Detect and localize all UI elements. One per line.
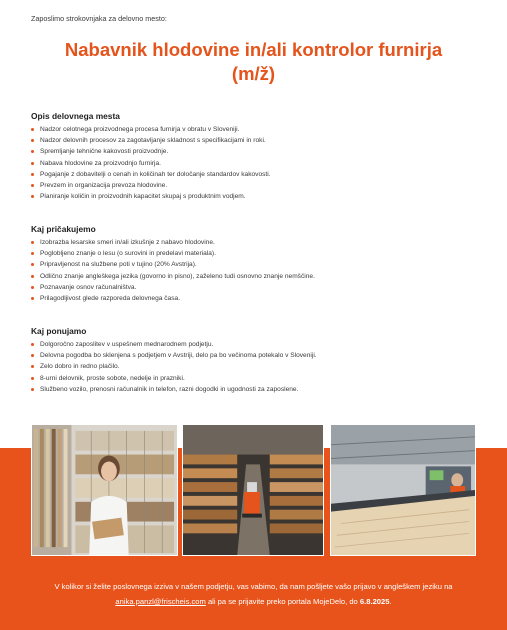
bullet-icon [31,184,34,187]
offer-section [31,326,481,395]
job-description-section [31,111,481,202]
photo-veneer-showroom [31,424,178,556]
bullet-icon [31,275,34,278]
list-item: Zelo dobro in redno plačilo. [31,361,481,372]
bullet-icon [31,377,34,380]
job-title [20,38,487,86]
section-heading: Kaj pričakujemo [31,224,96,234]
veneer-showroom-illustration [32,425,177,555]
list-item: Planiranje količin in proizvodnih kapacitet skupaj s produktnim vodjem. [31,191,481,202]
bullet-icon [31,241,34,244]
photo-veneer-warehouse [182,424,324,556]
cta-text-part-1: V kolikor si želite poslovnega izziva v našem podjetju, vas vabimo, da nam pošljete vašo prijavo v angleškem jeziku na [54,582,453,591]
list-item: Nabava hlodovine za proizvodnjo furnirja. [31,158,481,169]
expectations-section [31,224,481,304]
job-title-line-1: Nabavnik hlodovine in/ali kontrolor furnirja [64,39,443,60]
veneer-warehouse-illustration [183,425,323,555]
list-item: Poglobljeno znanje o lesu (o surovini in predelavi materiala). [31,248,481,259]
list-item: 8-urni delovnik, proste sobote, nedelje in prazniki. [31,373,481,384]
list-item: Nadzor celotnega proizvodnega procesa furnirja v obratu v Sloveniji. [31,124,481,135]
bullet-list [31,124,481,202]
veneer-processing-illustration [331,425,475,555]
list-item: Službeno vozilo, prenosni računalnik in telefon, razni dogodki in ugodnosti za zaposlene. [31,384,481,395]
bullet-icon [31,297,34,300]
photo-veneer-processing [330,424,476,556]
section-heading: Opis delovnega mesta [31,111,120,121]
bullet-icon [31,354,34,357]
list-item: Spremljanje tehnične kakovosti proizvodnje. [31,146,481,157]
list-item: Dolgoročno zaposlitev v uspešnem mednarodnem podjetju. [31,339,481,350]
bullet-icon [31,365,34,368]
list-item: Pripravljenost na službene poti v tujino (20% Avstrija). [31,259,481,270]
bullet-icon [31,150,34,153]
list-item: Pogajanje z dobavitelji o cenah in količinah ter določanje standardov kakovosti. [31,169,481,180]
bullet-icon [31,263,34,266]
list-item: Prevzem in organizacija prevoza hlodovine. [31,180,481,191]
bullet-icon [31,195,34,198]
list-item: Prilagodljivost glede razporeda delovnega časa. [31,293,481,304]
intro-text: Zaposlimo strokovnjaka za delovno mesto: [31,14,167,23]
deadline-date: 6.8.2025 [359,597,390,606]
bullet-icon [31,343,34,346]
list-item: Nadzor delovnih procesov za zagotavljanje skladnost s specifikacijami in roki. [31,135,481,146]
job-title-line-2: (m/ž) [231,63,276,84]
list-item: Poznavanje osnov računalništva. [31,282,481,293]
list-item: Odlično znanje angleškega jezika (govorno in pisno), zaželeno tudi osnovno znanje nemščine. [31,271,481,282]
bullet-icon [31,128,34,131]
bullet-list [31,339,481,395]
application-call-to-action [24,579,483,609]
bullet-icon [31,286,34,289]
bullet-icon [31,173,34,176]
section-heading: Kaj ponujamo [31,326,87,336]
bullet-icon [31,162,34,165]
cta-text-part-2: ali pa se prijavite preko portala MojeDelo, do [205,597,360,606]
bullet-icon [31,139,34,142]
bullet-list [31,237,481,304]
email-link[interactable]: anika.panzl@frischeis.com [115,597,206,606]
list-item: Izobrazba lesarske smeri in/ali izkušnje z nabavo hlodovine. [31,237,481,248]
cta-text-end: . [389,597,392,606]
bullet-icon [31,388,34,391]
bullet-icon [31,252,34,255]
list-item: Delovna pogodba bo sklenjena s podjetjem v Avstriji, delo pa bo večinoma potekalo v Sloveniji. [31,350,481,361]
